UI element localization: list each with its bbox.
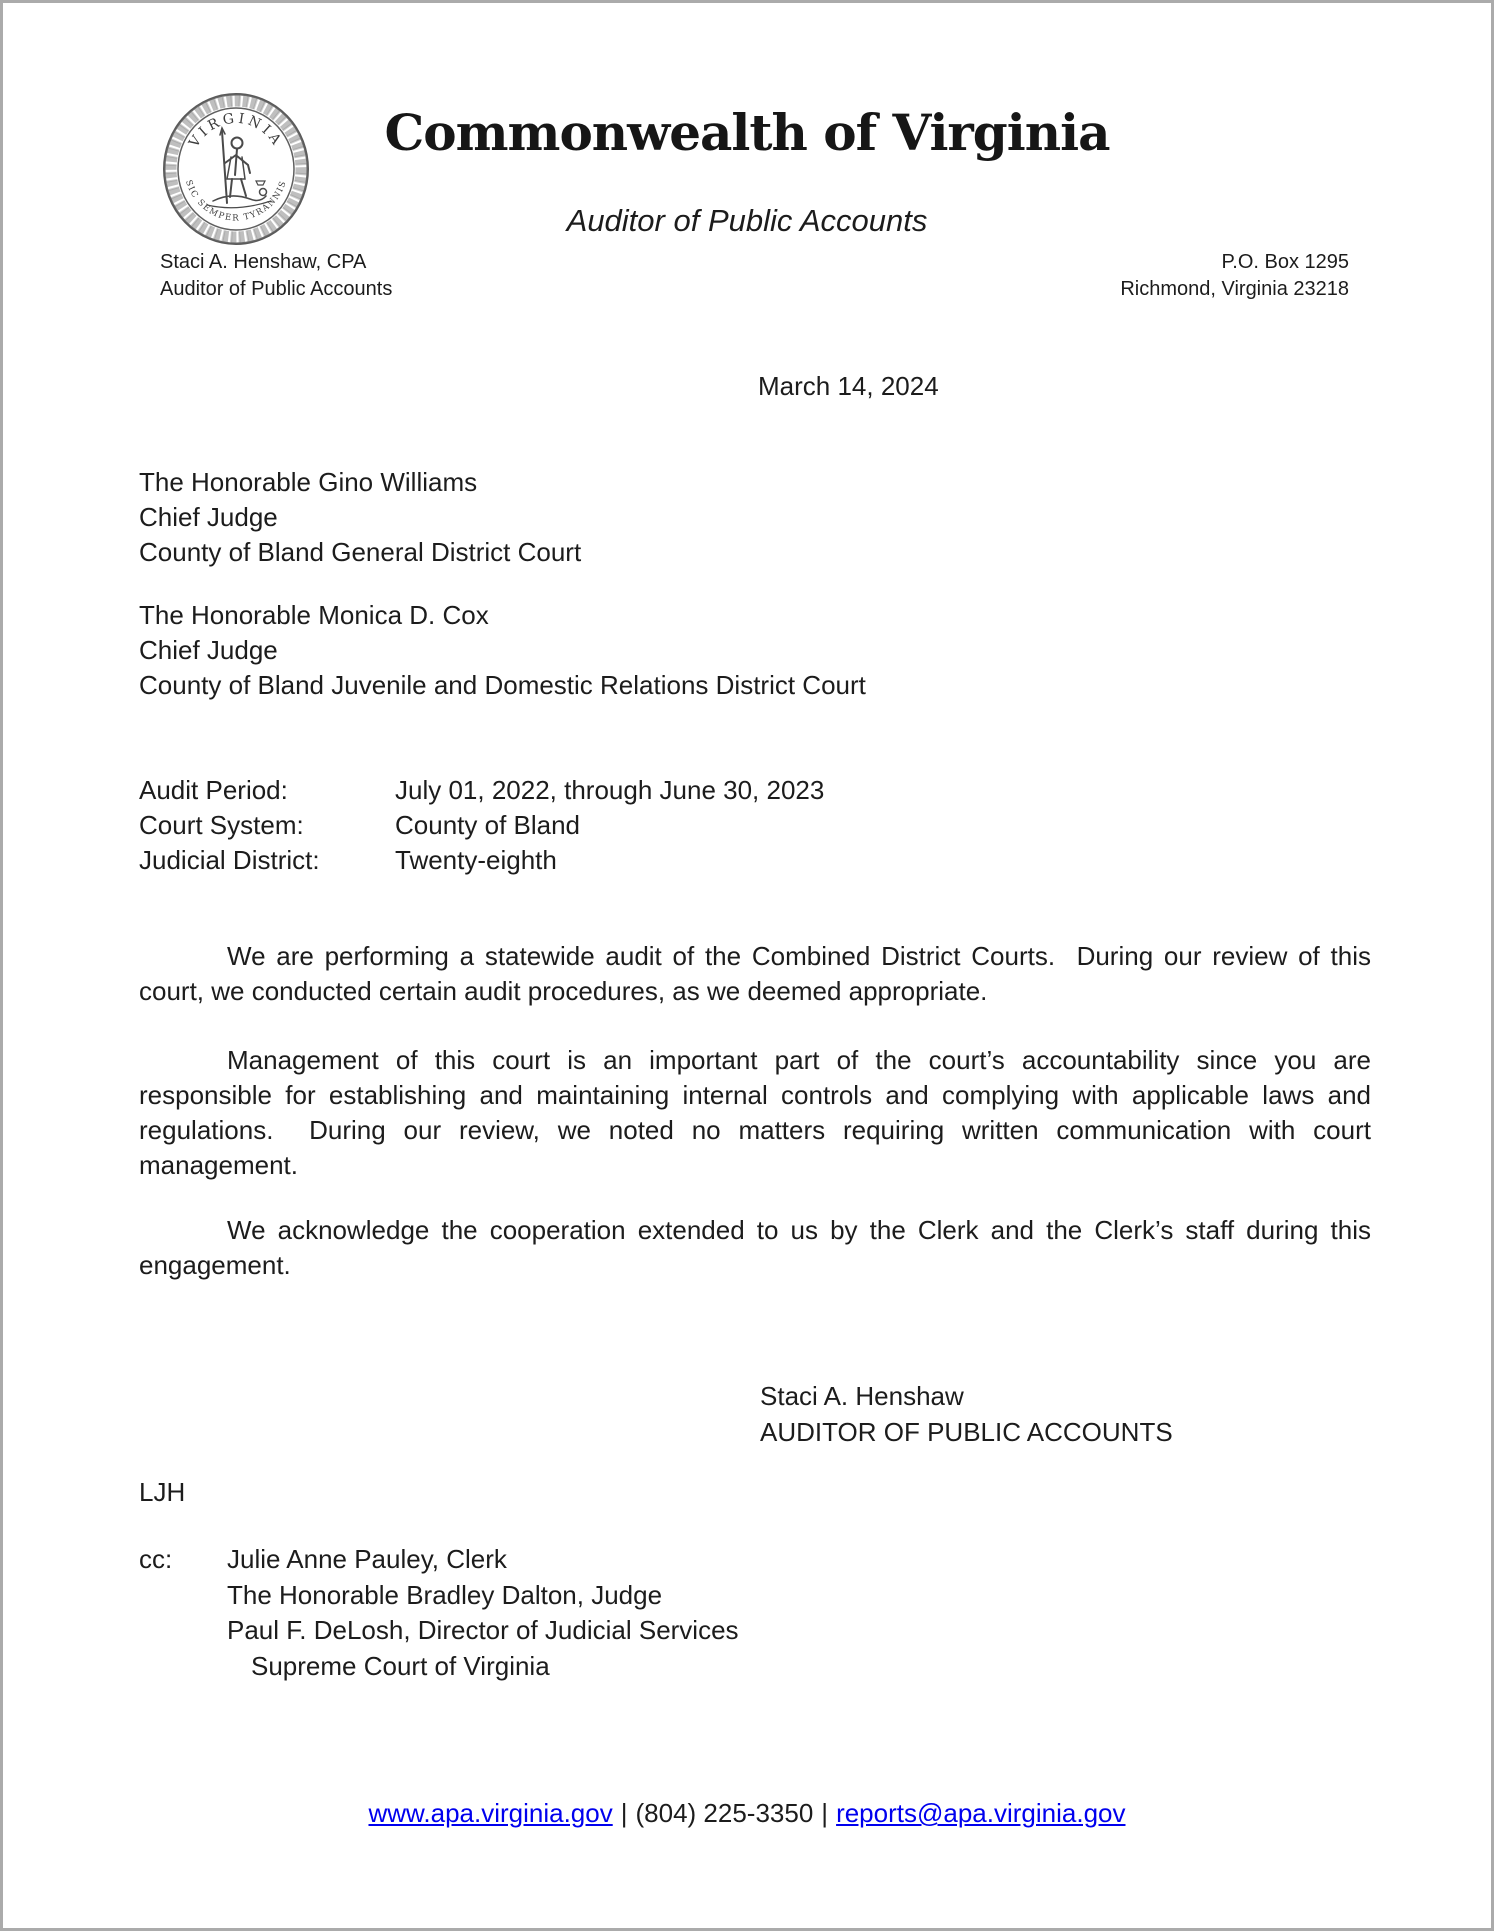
letterhead-officer-info [160,249,392,303]
footer-separator-2: | [821,1798,829,1828]
cc-block [139,1542,739,1684]
detail-label: Judicial District: [139,845,320,875]
body-paragraph-1: We are performing a statewide audit of the Combined District Courts. During our review of this court, we conducted certain audit procedures, as we deemed appropriate. [139,941,1379,1006]
footer-phone: (804) 225-3350 [635,1798,814,1828]
audit-details [139,773,825,878]
seal-bottom-text: SIC SEMPER TYRANNIS [183,178,289,224]
cc-sub-line: Supreme Court of Virginia [251,1650,550,1681]
footer-contact-line [3,1796,1491,1830]
signature-block [760,1378,1173,1450]
org-title: Commonwealth of Virginia [384,103,1110,162]
recipient-court: County of Bland General District Court [139,537,582,567]
detail-row-judicial-district [139,843,557,878]
org-subtitle: Auditor of Public Accounts [566,203,928,238]
letter-date: March 14, 2024 [758,371,939,401]
footer-website-link[interactable]: www.apa.virginia.gov [368,1798,613,1828]
city-state-zip: Richmond, Virginia 23218 [1120,278,1349,300]
officer-title: Auditor of Public Accounts [160,278,393,300]
detail-value: County of Bland [395,810,581,840]
detail-row-audit-period [139,773,825,808]
signer-name: Staci A. Henshaw [760,1381,964,1411]
cc-name-1: Julie Anne Pauley, Clerk [227,1544,507,1574]
detail-label: Court System: [139,810,304,840]
recipient-name: The Honorable Gino Williams [139,467,478,497]
recipient-title: Chief Judge [139,502,278,532]
letterhead-address-info [1120,249,1349,303]
body-paragraph-3: We acknowledge the cooperation extended to us by the Clerk and the Clerk’s staff during this engagement. [139,1215,1379,1280]
detail-value: July 01, 2022, through June 30, 2023 [395,775,825,805]
po-box: P.O. Box 1295 [1221,251,1349,273]
detail-value: Twenty-eighth [395,845,557,875]
recipient-name: The Honorable Monica D. Cox [139,600,489,630]
typist-initials: LJH [139,1477,186,1507]
signer-title: AUDITOR OF PUBLIC ACCOUNTS [760,1417,1173,1447]
recipient-title: Chief Judge [139,635,278,665]
recipient-block-2 [139,598,866,703]
cc-name-2: The Honorable Bradley Dalton, Judge [227,1579,663,1610]
footer-email-link[interactable]: reports@apa.virginia.gov [836,1798,1126,1828]
officer-name: Staci A. Henshaw, CPA [160,251,367,273]
detail-row-court-system [139,808,581,843]
detail-label: Audit Period: [139,775,288,805]
footer-separator-1: | [620,1798,628,1828]
cc-label: cc: [139,1544,173,1574]
body-paragraph-2: Management of this court is an important part of the court’s accountability since you are responsible for establishing and maintaining internal controls and complying with applicable laws and regulations. During our review, we noted no matters requiring written communication with court management. [139,1045,1379,1180]
recipient-block-1 [139,465,581,570]
cc-name-3: Paul F. DeLosh, Director of Judicial Services [227,1615,739,1645]
recipient-court: County of Bland Juvenile and Domestic Relations District Court [139,670,866,700]
seal-top-text: VIRGINIA [186,110,286,151]
